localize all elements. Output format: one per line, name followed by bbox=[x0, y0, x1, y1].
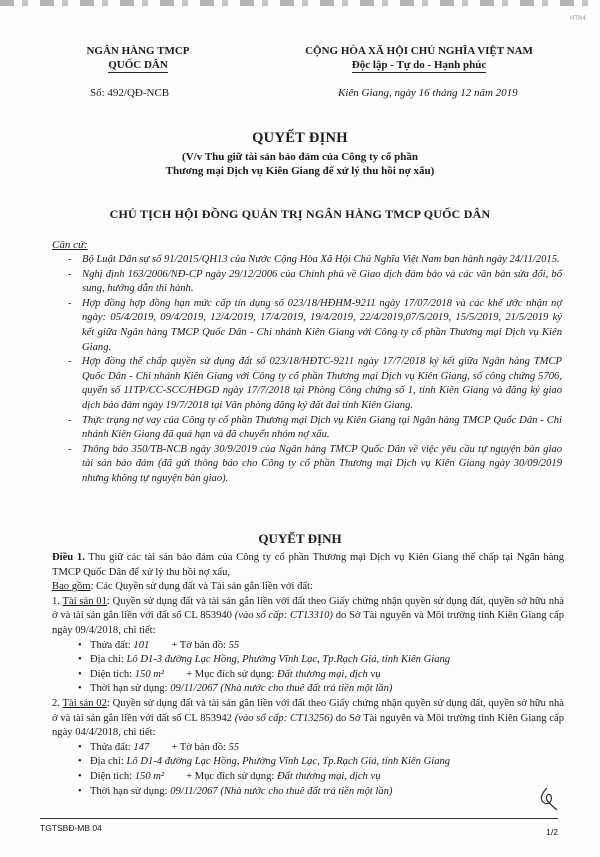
asset-1-term bbox=[52, 682, 564, 697]
term-label: Thời hạn sử dụng: bbox=[90, 683, 171, 695]
asset-1-description bbox=[52, 595, 564, 639]
asset-1-address bbox=[52, 653, 564, 668]
basis-item: - Thực trạng nợ vay của Công ty cổ phần Thương mại Dịch vụ Kiên Giang tại Ngân hàng TMCP Quốc Dân - Chi nhánh Kiên Giang đã quá hạn và đã chuyển nhóm nợ xấu. bbox=[52, 414, 562, 443]
asset-2-desc: : Quyền sử dụng đất và tài sản gắn liền với đất theo Giấy chứng nhận quyền sử dụng đất, quyền sở hữu nhà ở và tài sản gắn liền với đất số CL 853942 bbox=[52, 697, 564, 724]
corner-code: HTR4 bbox=[569, 15, 586, 22]
asset-1-number: 1. bbox=[52, 595, 63, 607]
asset-1-area bbox=[52, 668, 564, 683]
subject-line2: Thương mại Dịch vụ Kiên Giang để xử lý thu hồi nợ xấu) bbox=[165, 165, 435, 177]
national-motto-block bbox=[288, 44, 550, 73]
nation-name: CỘNG HÒA XÃ HỘI CHỦ NGHĨA VIỆT NAM bbox=[305, 45, 533, 57]
issuer-title: CHỦ TỊCH HỘI ĐỒNG QUẢN TRỊ NGÂN HÀNG TMCP QUỐC DÂN bbox=[109, 207, 491, 221]
asset-2-details bbox=[52, 741, 564, 799]
includes-line bbox=[52, 580, 564, 595]
asset-1-desc: : Quyền sử dụng đất và tài sản gắn liền với đất theo Giấy chứng nhận quyền sử dụng đất, quyền sở hữu nhà ở và tài sản gắn liền với đất số CL 853940 bbox=[52, 595, 564, 622]
address-label: Địa chỉ: bbox=[90, 756, 127, 768]
includes-label: Bao gồm bbox=[52, 581, 91, 593]
asset-2-address bbox=[52, 755, 564, 770]
bank-name-block bbox=[68, 44, 208, 73]
area-value: 150 m² bbox=[134, 770, 165, 782]
parcel-value: 147 bbox=[133, 741, 150, 753]
area-label: Diện tích: bbox=[90, 770, 135, 782]
parcel-value: 101 bbox=[133, 639, 150, 651]
term-value: 09/11/2067 (Nhà nước cho thuê đất trả tiền một lần) bbox=[170, 683, 393, 695]
subject-line1: (V/v Thu giữ tài sản bảo đảm của Công ty cổ phần bbox=[182, 151, 418, 163]
purpose-value: Đất thương mại, dịch vụ bbox=[276, 770, 381, 782]
asset-1-parcel bbox=[52, 639, 564, 654]
basis-item: - Hợp đồng thế chấp quyền sử dụng đất số 023/18/HĐTC-9211 ngày 17/7/2018 ký kết giữa Ngân hàng TMCP Quốc Dân - Chi nhánh Kiên Giang với Công ty cổ phần Thương mại Dịch vụ Kiên Giang, số công chứng 5706, quyển số 11TP/CC-SCC/HĐGD ngày 17/7/2018 tại Phòng Công chứng số 1, tỉnh Kiên Giang và đăng ký giao dịch bảo đảm ngày 19/7/2018 tại Văn phòng đăng ký đất đai tỉnh Kiên Giang. bbox=[52, 355, 562, 413]
purpose-label: + Mục đích sử dụng: bbox=[186, 668, 277, 680]
term-label: Thời hạn sử dụng: bbox=[90, 785, 171, 797]
bank-name-line1: NGÂN HÀNG TMCP bbox=[86, 45, 190, 57]
document-number: Số: 492/QĐ-NCB bbox=[90, 87, 170, 99]
bank-name-line2: QUỐC DÂN bbox=[108, 59, 168, 71]
term-value: 09/11/2067 (Nhà nước cho thuê đất trả tiền một lần) bbox=[170, 785, 393, 797]
purpose-value: Đất thương mại, dịch vụ bbox=[276, 668, 381, 680]
address-label: Địa chỉ: bbox=[90, 654, 127, 666]
decision-heading: QUYẾT ĐỊNH bbox=[258, 531, 342, 546]
asset-2-number: 2. bbox=[52, 697, 63, 709]
asset-2-registry: (vào sổ cấp: CT13256) bbox=[234, 712, 333, 724]
includes-text: : Các Quyền sử dụng đất và Tài sản gắn liền với đất: bbox=[90, 581, 313, 593]
initials-signature bbox=[535, 786, 559, 812]
basis-label: Căn cứ: bbox=[52, 239, 88, 251]
document-subject bbox=[60, 150, 540, 178]
article-1 bbox=[52, 551, 564, 580]
asset-1-details bbox=[52, 639, 564, 697]
nation-motto: Độc lập - Tự do - Hạnh phúc bbox=[351, 59, 487, 71]
page-number: 1/2 bbox=[546, 827, 558, 837]
form-code: TGTSBĐ-MB 04 bbox=[40, 823, 102, 833]
parcel-label: Thửa đất: bbox=[90, 639, 134, 651]
map-value: 55 bbox=[228, 639, 240, 651]
map-label: + Tờ bản đồ: bbox=[171, 741, 229, 753]
basis-item: - Thông báo 350/TB-NCB ngày 30/9/2019 của Ngân hàng TMCP Quốc Dân về việc yêu cầu tự nguyện bàn giao tài sản bảo đảm (đã gửi thông báo cho Công ty cổ phần Thương mại Dịch vụ Kiên Giang ngày 30/09/2019 nhưng không tự nguyện bàn giao). bbox=[52, 443, 562, 487]
address-value: Lô D1-3 đường Lạc Hồng, Phường Vĩnh Lạc, Tp.Rạch Giá, tỉnh Kiên Giang bbox=[126, 654, 451, 666]
place-and-date: Kiên Giang, ngày 16 tháng 12 năm 2019 bbox=[338, 87, 518, 99]
asset-2-area bbox=[52, 770, 564, 785]
document-title: QUYẾT ĐỊNH bbox=[252, 130, 348, 146]
area-value: 150 m² bbox=[134, 668, 165, 680]
map-label: + Tờ bản đồ: bbox=[171, 639, 229, 651]
parcel-label: Thửa đất: bbox=[90, 741, 134, 753]
asset-2-parcel bbox=[52, 741, 564, 756]
page-footer bbox=[40, 818, 558, 836]
map-value: 55 bbox=[228, 741, 240, 753]
basis-item: - Bộ Luật Dân sự số 91/2015/QH13 của Nước Cộng Hòa Xã Hội Chủ Nghĩa Việt Nam ban hành ngày 24/11/2015. bbox=[52, 253, 562, 268]
area-label: Diện tích: bbox=[90, 668, 135, 680]
asset-1-desc-end: do Sở Tài nguyên và Môi trường tỉnh Kiên Giang cấp ngày 09/4/2018, chi tiết: bbox=[52, 610, 564, 636]
purpose-label: + Mục đích sử dụng: bbox=[186, 770, 277, 782]
scan-edge-marks bbox=[0, 0, 600, 6]
asset-2-desc-end: do Sở Tài nguyên và Môi trường tỉnh Kiên Giang cấp ngày 04/4/2018, chi tiết: bbox=[52, 712, 564, 739]
article-1-text: Thu giữ các tài sản bảo đảm của Công ty cổ phần Thương mại Dịch vụ Kiên Giang thế chấp tại Ngân hàng TMCP Quốc Dân để xử lý thu hồi nợ xấu, bbox=[52, 552, 564, 578]
asset-1-label: Tài sản 01 bbox=[62, 595, 107, 607]
basis-item: - Nghị định 163/2006/NĐ-CP ngày 29/12/2006 của Chính phủ về Giao dịch đảm bảo và các văn bản sửa đổi, bổ sung, hướng dẫn thi hành. bbox=[52, 268, 562, 297]
basis-list bbox=[52, 253, 562, 487]
decision-body bbox=[52, 551, 564, 799]
asset-1-registry: (vào sổ cấp: CT13310) bbox=[234, 610, 333, 622]
asset-2-term bbox=[52, 785, 564, 800]
article-1-label: Điều 1. bbox=[52, 552, 85, 563]
address-value: Lô D1-4 đường Lạc Hồng, Phường Vĩnh Lạc, Tp.Rạch Giá, tỉnh Kiên Giang bbox=[126, 756, 451, 768]
basis-item: - Hợp đồng hợp đồng hạn mức cấp tín dụng số 023/18/HĐHM-9211 ngày 17/07/2018 và các khế ước nhận nợ ngày: 05/4/2019, 09/4/2019, 12/4/2019, 17/4/2019, 19/4/2019, 22/4/2019,07/5/2019, 15/5/2019, 21/5/2019 ký kết giữa Ngân hàng TMCP Quốc Dân - Chi nhánh Kiên Giang với Công ty cổ phần Thương mại Dịch vụ Kiên Giang. bbox=[52, 297, 562, 355]
asset-2-label: Tài sản 02 bbox=[62, 697, 107, 709]
asset-2-description bbox=[52, 697, 564, 741]
